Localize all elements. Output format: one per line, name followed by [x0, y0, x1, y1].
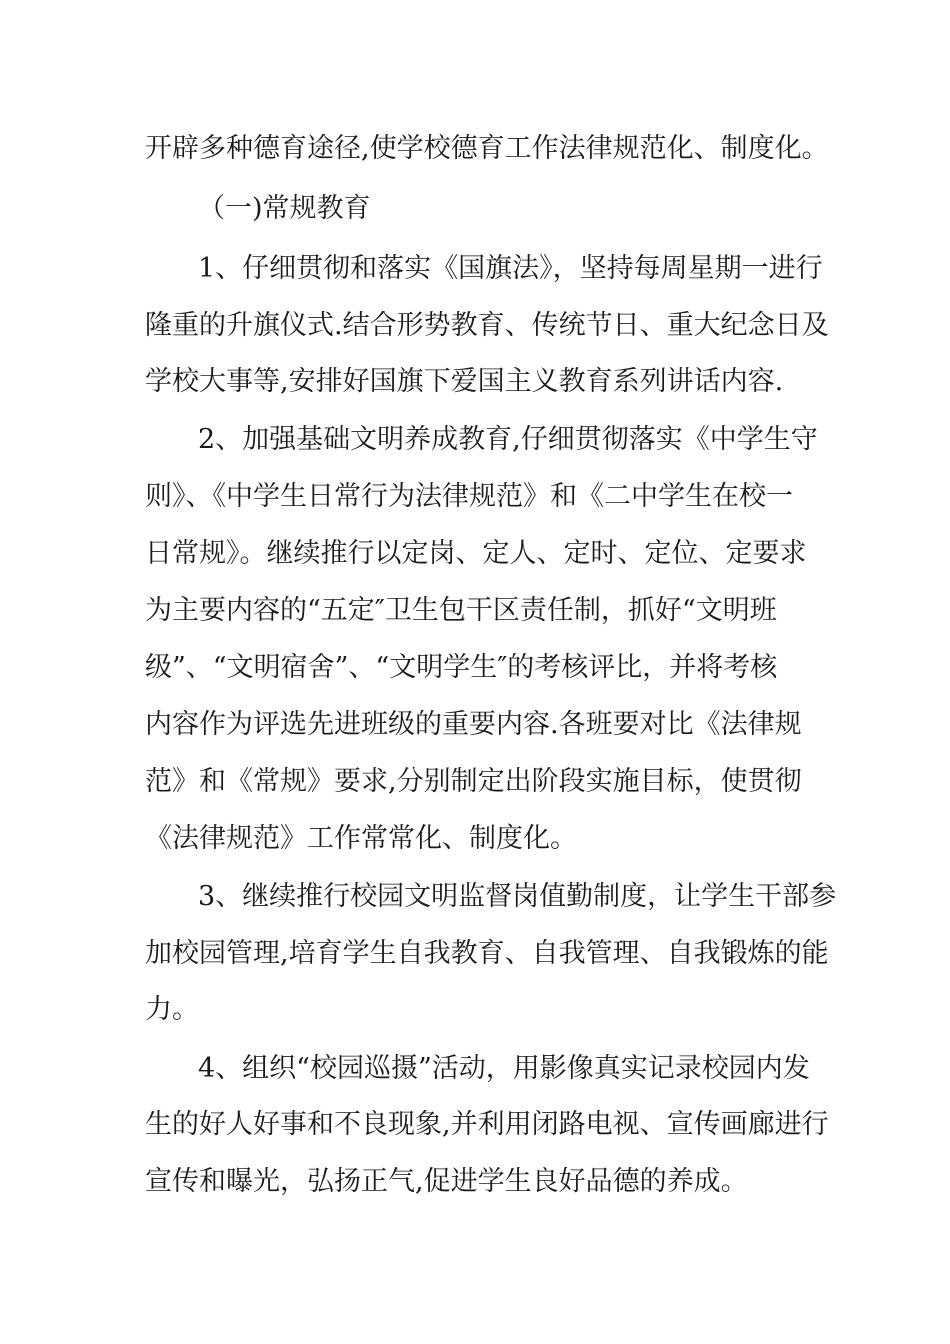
- section-heading: （一)常规教育: [198, 193, 371, 224]
- paragraph-line: 2、加强基础文明养成教育,仔细贯彻落实《中学生守: [198, 424, 818, 455]
- paragraph-line: 内容作为评选先进班级的重要内容.各班要对比《法律规: [145, 709, 802, 740]
- paragraph-line: 《法律规范》工作常常化、制度化。: [145, 823, 577, 854]
- paragraph-line: 则》、《中学生日常行为法律规范》和《二中学生在校一: [145, 481, 793, 512]
- paragraph-line: 日常规》。继续推行以定岗、定人、定时、定位、定要求: [145, 538, 807, 569]
- paragraph-line: 开辟多种德育途径,使学校德育工作法律规范化、制度化。: [145, 133, 829, 164]
- paragraph-line: 力。: [145, 994, 199, 1025]
- paragraph-line: 隆重的升旗仪式.结合形势教育、传统节日、重大纪念日及: [145, 310, 829, 341]
- paragraph-line: 级”、“文明宿舍”、“文明学生″的考核评比，并将考核: [145, 652, 778, 683]
- paragraph-line: 宣传和曝光，弘扬正气,促进学生良好品德的养成。: [145, 1166, 748, 1197]
- paragraph-line: 1、仔细贯彻和落实《国旗法》，坚持每周星期一进行: [198, 253, 823, 284]
- paragraph-line: 加校园管理,培育学生自我教育、自我管理、自我锻炼的能: [145, 938, 829, 969]
- paragraph-line: 3、继续推行校园文明监督岗值勤制度，让学生干部参: [198, 881, 837, 912]
- paragraph-line: 范》和《常规》要求,分别制定出阶段实施目标，使贯彻: [145, 766, 802, 797]
- paragraph-line: 学校大事等,安排好国旗下爱国主义教育系列讲话内容.: [145, 366, 784, 397]
- paragraph-line: 生的好人好事和不良现象,并利用闭路电视、宣传画廊进行: [145, 1109, 829, 1140]
- paragraph-line: 为主要内容的“五定″卫生包干区责任制，抓好“文明班: [145, 595, 777, 626]
- paragraph-line: 4、组织“校园巡摄”活动，用影像真实记录校园内发: [198, 1053, 810, 1084]
